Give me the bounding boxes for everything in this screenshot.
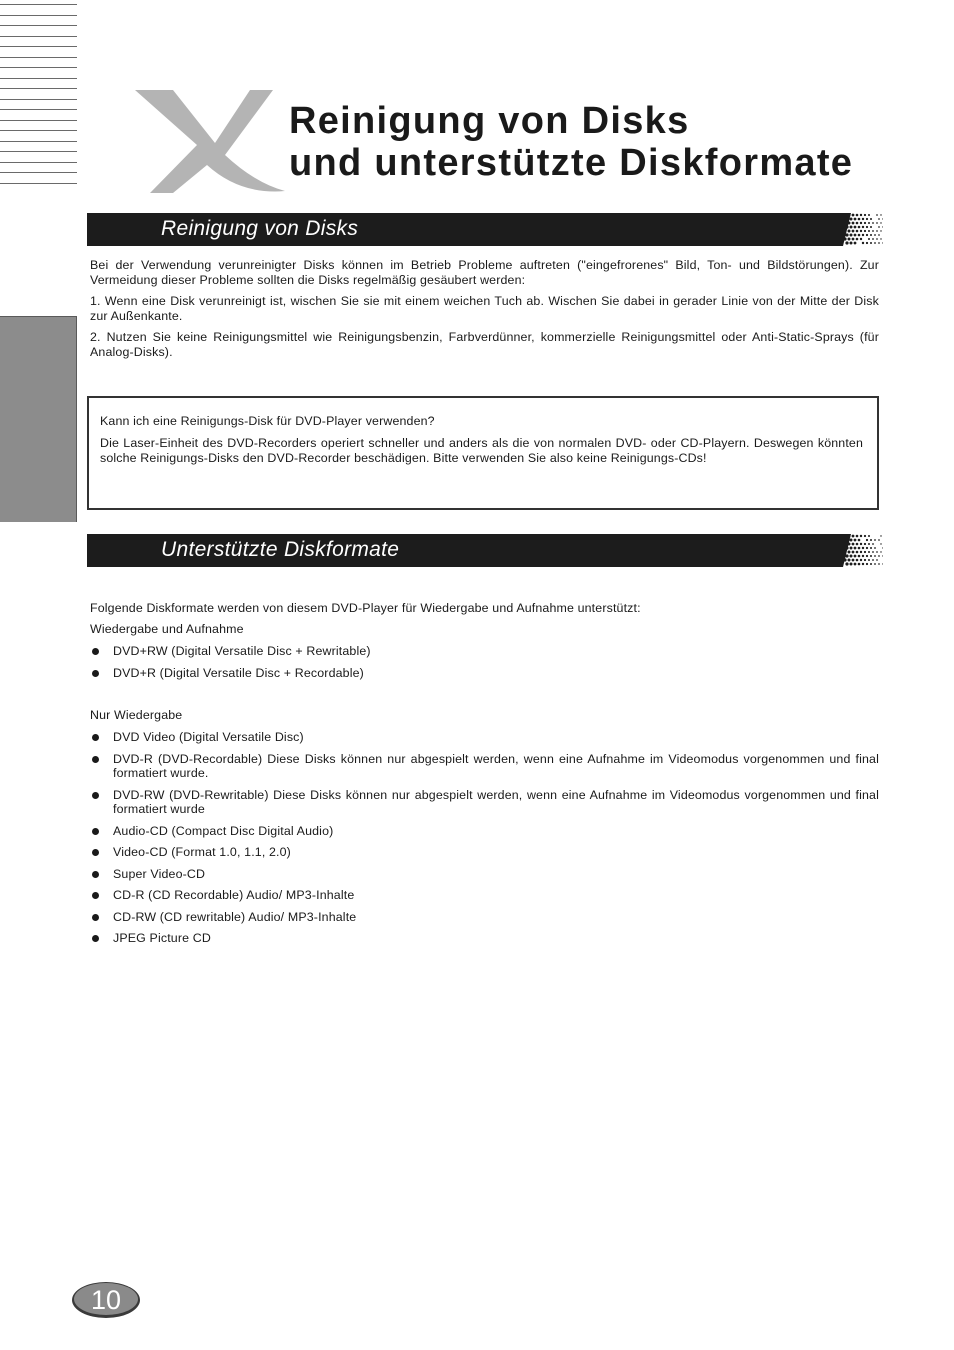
list-item-text: DVD-R (DVD-Recordable) Diese Disks können nur abgespielt werden, wenn eine Aufnahme im Videomodus vorgenommen und final formatiert wurde. [113, 751, 879, 780]
page-number-badge [71, 1281, 141, 1319]
bullet-icon [92, 871, 99, 878]
bullet-icon [92, 914, 99, 921]
list-item-text: DVD+RW (Digital Versatile Disc + Rewritable) [113, 644, 371, 658]
list-item-text: Super Video-CD [113, 866, 206, 881]
list-item-text: CD-RW (CD rewritable) Audio/ MP3-Inhalte [113, 909, 357, 924]
list-item [90, 788, 879, 817]
list-item [90, 845, 879, 860]
list-item [90, 867, 879, 882]
list-item [90, 931, 879, 946]
bullet-icon [92, 792, 99, 799]
side-tab [0, 316, 77, 522]
list-item-text: DVD+R (Digital Versatile Disc + Recordable) [113, 665, 364, 680]
list-item [90, 752, 879, 781]
x-logo-icon [125, 85, 290, 195]
section-heading-formats: Unterstützte Diskformate [161, 538, 400, 561]
section-bar-cleaning [87, 213, 883, 246]
side-stripes [0, 0, 77, 186]
list-item-text: Audio-CD (Compact Disc Digital Audio) [113, 823, 334, 838]
dot-pattern-icon [843, 534, 883, 567]
list-item [90, 888, 879, 903]
formats-intro: Folgende Diskformate werden von diesem DVD-Player für Wiedergabe und Aufnahme unterstützt: [90, 601, 641, 615]
list-playback-formats [90, 730, 879, 953]
bullet-icon [92, 935, 99, 942]
page-title [289, 100, 853, 184]
section-heading-cleaning: Reinigung von Disks [161, 217, 359, 240]
bullet-icon [92, 648, 99, 655]
dot-pattern-icon [843, 213, 883, 246]
bullet-icon [92, 892, 99, 899]
list-item [90, 730, 879, 745]
bullet-icon [92, 670, 99, 677]
note-box [87, 396, 879, 510]
bullet-icon [92, 849, 99, 856]
list-item-text: JPEG Picture CD [113, 931, 211, 945]
list-item [90, 824, 879, 839]
list-record-formats [90, 644, 879, 687]
bullet-icon [92, 756, 99, 763]
page-number: 10 [90, 1285, 122, 1315]
list-item-text: CD-R (CD Recordable) Audio/ MP3-Inhalte [113, 888, 355, 902]
page-title-line-1: Reinigung von Disks [289, 100, 690, 142]
cleaning-intro: Bei der Verwendung verunreinigter Disks können im Betrieb Probleme auftreten ("eingefrorenes" Bild, Ton- und Bildstörungen). Zur Vermeidung dieser Probleme sollten die Disks regelmäßig gesäubert werden: [90, 258, 879, 287]
note-question: Kann ich eine Reinigungs-Disk für DVD-Player verwenden? [100, 414, 435, 428]
cleaning-point-1: 1. Wenn eine Disk verunreinigt ist, wischen Sie sie mit einem weichen Tuch ab. Wischen Sie dabei in gerader Linie von der Mitte der Disk zur Außenkante. [90, 294, 879, 323]
group-label-playback: Nur Wiedergabe [90, 708, 183, 722]
section-bar-formats [87, 534, 883, 567]
page-title-line-2: und unterstützte Diskformate [289, 142, 854, 184]
cleaning-point-2: 2. Nutzen Sie keine Reinigungsmittel wie Reinigungsbenzin, Farbverdünner, kommerzielle Reinigungsmittel oder Anti-Static-Sprays (für Analog-Disks). [90, 330, 879, 359]
list-item [90, 666, 879, 681]
list-item-text: DVD-RW (DVD-Rewritable) Diese Disks können nur abgespielt werden, wenn eine Aufnahme im Videomodus vorgenommen und final formatiert wurde [113, 787, 879, 816]
list-item-text: DVD Video (Digital Versatile Disc) [113, 730, 304, 744]
group-label-record: Wiedergabe und Aufnahme [90, 622, 244, 636]
list-item [90, 910, 879, 925]
list-item-text: Video-CD (Format 1.0, 1.1, 2.0) [113, 845, 291, 859]
bullet-icon [92, 734, 99, 741]
list-item [90, 644, 879, 659]
note-answer: Die Laser-Einheit des DVD-Recorders operiert schneller und anders als die von normalen DVD- oder CD-Playern. Deswegen könnten solche Reinigungs-Disks den DVD-Recorder beschädigen. Bitte verwenden Sie also keine Reinigungs-CDs! [100, 436, 863, 465]
bullet-icon [92, 828, 99, 835]
